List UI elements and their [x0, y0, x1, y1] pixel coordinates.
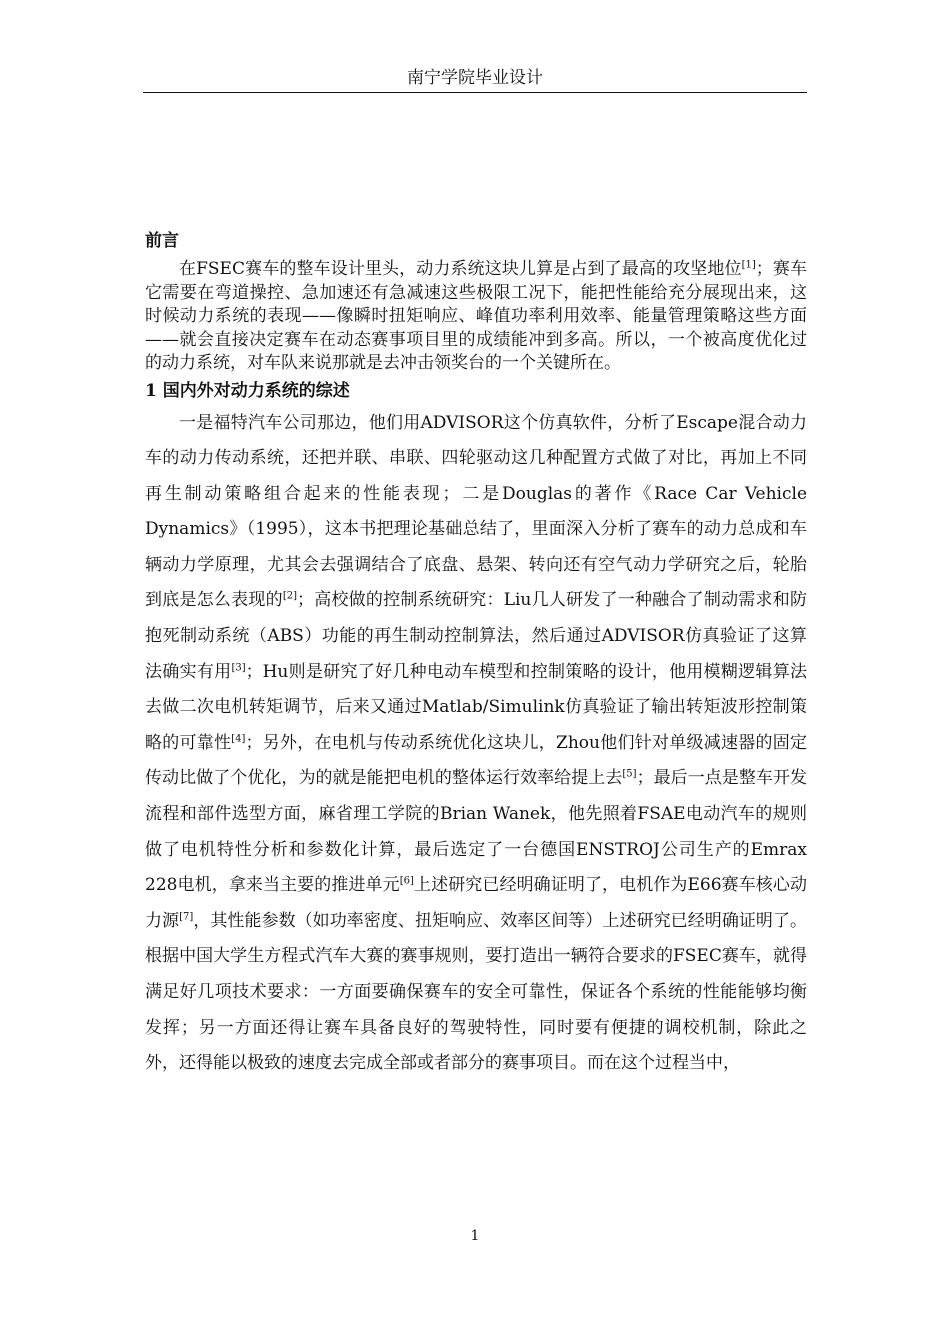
- section-1-heading: 1 国内外对动力系统的综述: [145, 380, 350, 401]
- section-1-text-1: 一是福特汽车公司那边，他们用ADVISOR这个仿真软件，分析了Escape混合动力车的动力传动系统，还把并联、串联、四轮驱动这几种配置方式做了对比，再加上不同再生制动策略组合起来的性能表现；二是Douglas的著作《Race Car Vehicle Dynamics》（1995），这本书把理论基础总结了，里面深入分析了赛车的动力总成和车辆动力学原理，尤其会去强调结合了底盘、悬架、转向还有空气动力学研究之后，轮胎到底是怎么表现的: [145, 412, 807, 611]
- section-1-text-2: ；高校做的控制系统研究：Liu几人研发了一种融合了制动需求和防抱死制动系统（ABS）功能的再生制动控制算法，然后通过ADVISOR仿真验证了这算法确实有用: [145, 590, 807, 682]
- citation-2: [2]: [282, 590, 297, 602]
- citation-6: [6]: [399, 875, 414, 887]
- preface-paragraph: [145, 258, 807, 376]
- page-header: 南宁学院毕业设计: [407, 68, 543, 88]
- document-body: [145, 226, 807, 1082]
- page-number: 1: [470, 1228, 480, 1244]
- section-1-text-5: ；最后一点是整车开发流程和部件选型方面，麻省理工学院的Brian Wanek，他先照着FSAE电动汽车的规则做了电机特性分析和参数化计算，最后选定了一台德国ENSTROJ公司生产的Emrax 228电机，拿来当主要的推进单元: [145, 768, 808, 896]
- section-1-text-4: ；另外，在电机与传动系统优化这块儿，Zhou他们针对单级减速器的固定传动比做了个优化，为的就是能把电机的整体运行效率给提上去: [145, 732, 808, 789]
- section-1-text-7: ，其性能参数（如功率密度、扭矩响应、效率区间等）上述研究已经明确证明了。根据中国大学生方程式汽车大赛的赛事规则，要打造出一辆符合要求的FSEC赛车，就得满足好几项技术要求：一方面要确保赛车的安全可靠性，保证各个系统的性能能够均衡发挥；另一方面还得让赛车具备良好的驾驶特性，同时要有便捷的调校机制，除此之外，还得能以极致的速度去完成全部或者部分的赛事项目。而在这个过程当中，: [145, 910, 808, 1074]
- section-1-text-6: 上述研究已经明确证明了，电机作为E66赛车核心动力源: [145, 875, 807, 931]
- section-1-text-3: ；Hu则是研究了好几种电动车模型和控制策略的设计，他用模糊逻辑算法去做二次电机转矩调节，后来又通过Matlab/Simulink仿真验证了输出转矩波形控制策略的可靠性: [145, 661, 807, 753]
- citation-7: [7]: [179, 911, 194, 923]
- preface-text-2: ；赛车它需要在弯道操控、急加速还有急减速这些极限工况下，能把性能给充分展现出来，这时候动力系统的表现——像瞬时扭矩响应、峰值功率利用效率、能量管理策略这些方面——就会直接决定赛车在动态赛事项目里的成绩能冲到多高。所以，一个被高度优化过的动力系统，对车队来说那就是去冲击领奖台的一个关键所在。: [145, 259, 808, 373]
- citation-5: [5]: [622, 768, 637, 780]
- preface-heading: 前言: [145, 231, 179, 251]
- preface-text-1: 在FSEC赛车的整车设计里头，动力系统这块儿算是占到了最高的攻坚地位: [179, 259, 742, 279]
- header-divider: [143, 92, 807, 93]
- citation-4: [4]: [231, 733, 246, 745]
- section-1-paragraph: [145, 406, 807, 1082]
- citation-3: [3]: [231, 662, 246, 673]
- citation-1: [1]: [741, 259, 756, 271]
